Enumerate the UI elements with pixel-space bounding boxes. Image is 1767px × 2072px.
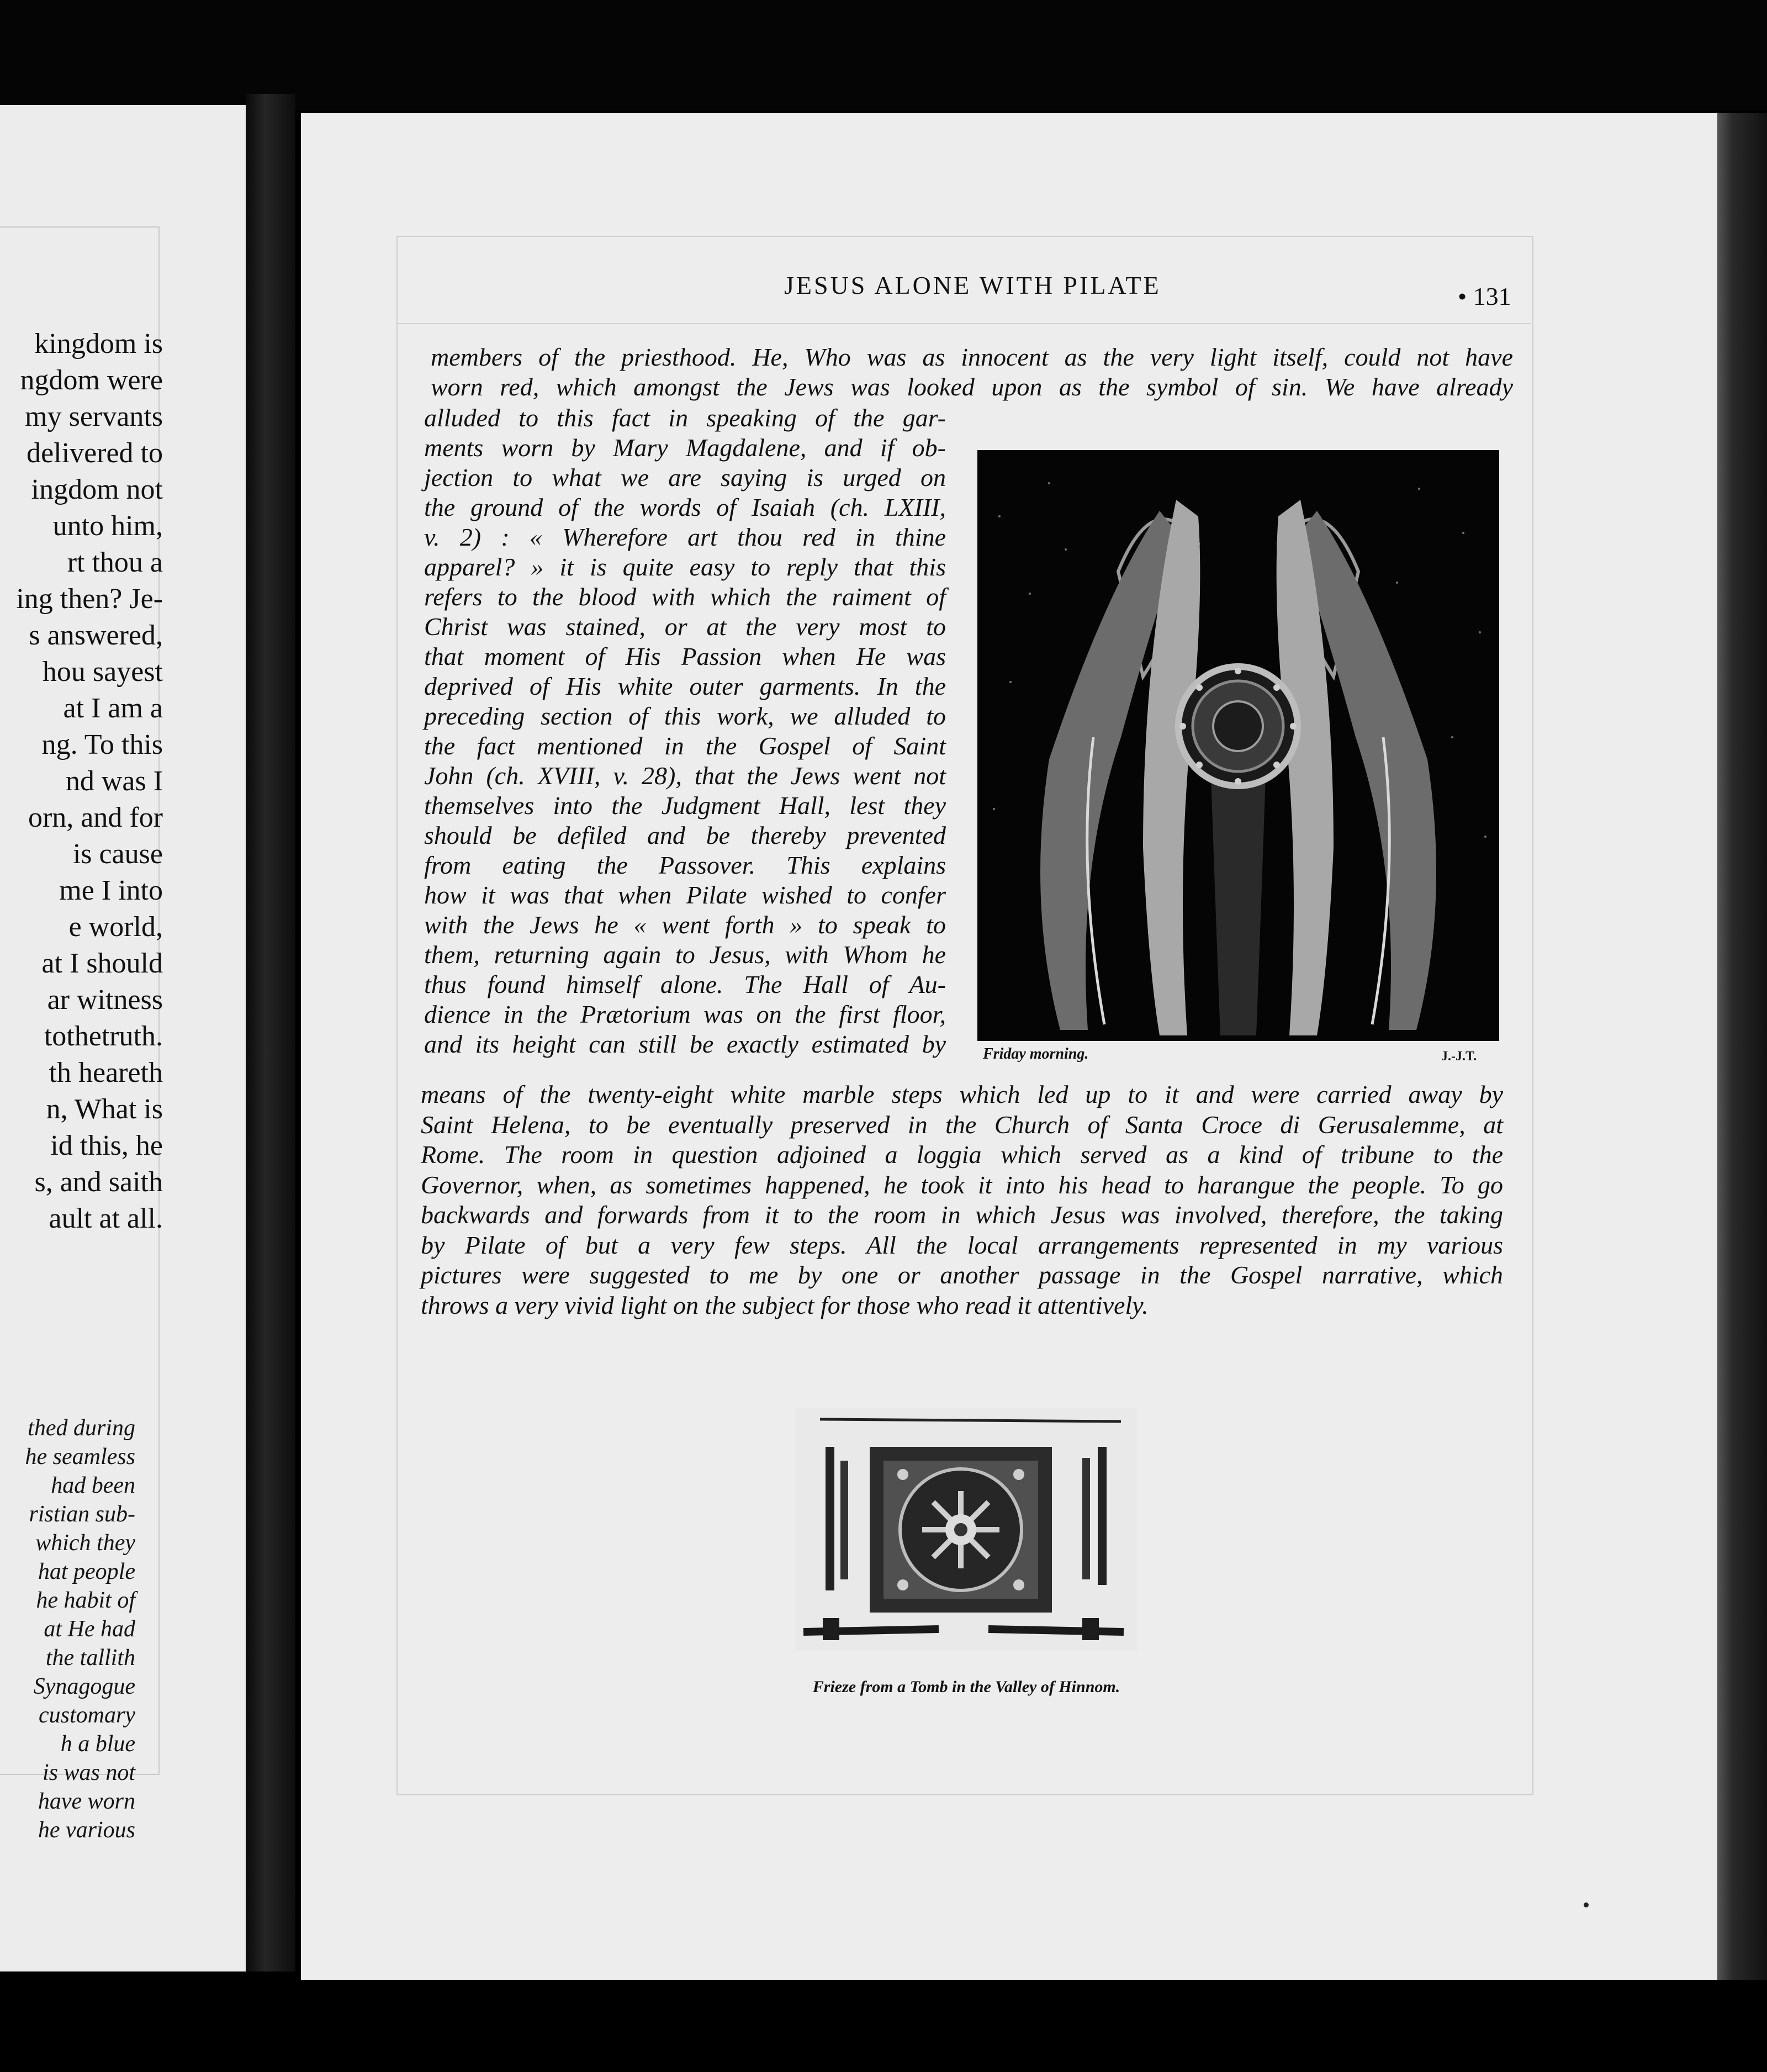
text-line: at I am a [63,693,163,724]
text-line: s answered, [29,620,163,651]
text-line: at I should [41,948,163,979]
text-line: which they [35,1530,135,1556]
text-line: throws a very vivid light on the subject for those who read it attentively. [421,1291,1149,1319]
text-line: is was not [42,1760,135,1785]
text-line: deprived of His white outer garments. In the [424,672,946,700]
text-line: ault at all. [49,1203,163,1234]
text-line: alluded to this fact in speaking of the gar- [424,404,946,432]
left-page-footnote [0,1414,135,1844]
text-line: from eating the Passover. This explains [424,851,946,879]
text-line: at He had [44,1616,135,1642]
angels-illustration [977,450,1499,1041]
text-line: he various [38,1817,135,1843]
text-line: Governor, when, as sometimes happened, he took it into his head to harangue the people. To go [421,1170,1503,1199]
text-line: ingdom not [31,474,163,505]
text-line: he habit of [36,1588,135,1613]
text-line: hat people [38,1559,135,1584]
text-line: s, and saith [34,1166,163,1198]
text-line: Synagogue [33,1674,135,1699]
tomb-frieze-drawing [795,1408,1138,1651]
text-line: preceding section of this work, we alluded to [424,702,946,730]
text-line: thus found himself alone. The Hall of Au- [424,970,946,998]
text-line: delivered to [27,437,163,469]
text-line: customary [39,1703,135,1728]
text-line: the fact mentioned in the Gospel of Saint [424,732,946,760]
text-line: n, What is [46,1093,163,1125]
friday-morning-illustration [977,450,1499,1041]
body-text-top [431,342,1513,402]
text-line: is cause [72,838,163,870]
text-line: Saint Helena, to be eventually preserved in the Church of Santa Croce di Gerusalemme, at [421,1110,1503,1139]
text-line: John (ch. XVIII, v. 28), that the Jews went not [424,762,946,790]
body-text-beside-plate [424,403,946,1059]
text-line: that moment of His Passion when He was [424,642,946,670]
text-line: e world, [68,911,163,943]
margin-speck [1584,1902,1589,1907]
text-line: h a blue [60,1731,135,1757]
text-line: ngdom were [20,364,163,396]
plate-signature: J.-J.T. [1441,1049,1477,1064]
text-line: members of the priesthood. He, Who was as innocent as the very light itself, could not have [431,343,1513,371]
running-head: JESUS ALONE WITH PILATE [784,271,1161,299]
text-line: ng. To this [41,729,163,760]
text-line: had been [51,1473,135,1498]
frieze-caption: Frieze from a Tomb in the Valley of Hinnom. [812,1678,1120,1696]
text-line: backwards and forwards from it to the room in which Jesus was involved, therefore, the taking [421,1201,1503,1229]
text-line: ing then? Je- [16,583,163,615]
text-line: orn, and for [28,802,163,833]
text-line: pictures were suggested to me by one or another passage in the Gospel narrative, which [421,1261,1503,1289]
text-line: nd was I [65,765,163,797]
text-line: ments worn by Mary Magdalene, and if ob- [424,434,946,462]
text-line: refers to the blood with which the raiment of [424,583,946,611]
text-line: tothetruth. [44,1021,163,1052]
text-line: Christ was stained, or at the very most to [424,612,946,641]
text-line: ar witness [47,984,163,1016]
left-page [0,105,251,1971]
text-line: have worn [38,1789,135,1814]
text-line: hou sayest [42,656,163,688]
left-page-main-text [0,326,163,1237]
frieze-illustration [795,1408,1138,1651]
text-line: unto him, [52,510,163,542]
text-line: Rome. The room in question adjoined a loggia which served as a kind of tribune to the [421,1140,1503,1169]
text-line: jection to what we are saying is urged on [424,463,946,491]
text-line: should be defiled and be thereby prevented [424,821,946,849]
text-line: by Pilate of but a very few steps. All the local arrangements represented in my various [421,1230,1503,1259]
text-line: the ground of the words of Isaiah (ch. LXIII, [424,493,946,521]
text-line: kingdom is [34,328,163,360]
text-line: dience in the Prætorium was on the first floor, [424,1000,946,1028]
text-line: my servants [25,401,163,432]
text-line: with the Jews he « went forth » to speak to [424,911,946,939]
text-line: he seamless [25,1444,135,1470]
text-line: worn red, which amongst the Jews was looked upon as the symbol of sin. We have already [431,373,1513,401]
header-rule [398,323,1531,324]
book-spine [246,94,295,1971]
text-line: me I into [59,875,163,906]
text-line: means of the twenty-eight white marble steps which led up to it and were carried away by [421,1080,1503,1108]
body-text-bottom [421,1080,1503,1320]
text-line: ristian sub- [29,1502,135,1527]
text-line: how it was that when Pilate wished to confer [424,881,946,909]
text-line: themselves into the Judgment Hall, lest they [424,791,946,820]
page-edges [1717,113,1767,1980]
text-line: th heareth [49,1057,163,1088]
text-line: v. 2) : « Wherefore art thou red in thine [424,523,946,551]
page-number: • 131 [1458,282,1511,310]
text-line: apparel? » it is quite easy to reply that this [424,553,946,581]
plate-caption: Friday morning. [983,1045,1089,1063]
text-line: the tallith [45,1645,135,1671]
text-line: rt thou a [67,547,163,578]
text-line: id this, he [50,1130,163,1161]
text-line: them, returning again to Jesus, with Whom he [424,940,946,969]
text-line: thed during [28,1415,135,1441]
text-line: and its height can still be exactly estimated by [424,1030,946,1058]
